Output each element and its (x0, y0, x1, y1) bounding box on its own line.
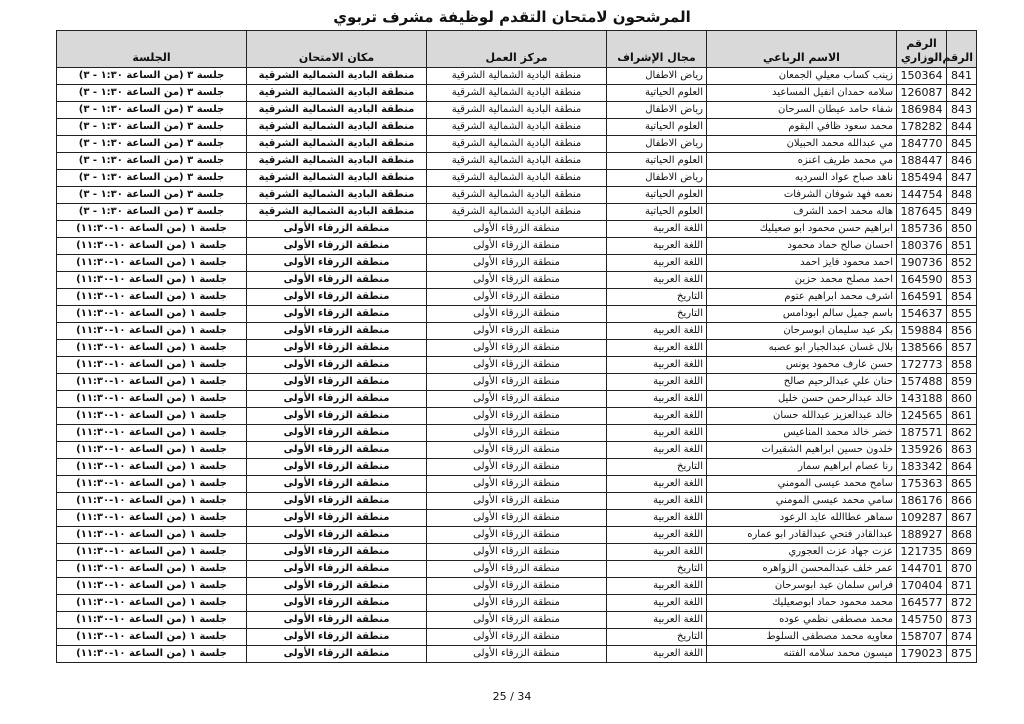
table-row (57, 442, 977, 459)
cell-work-center: منطقة البادية الشمالية الشرقية (427, 187, 607, 204)
cell-work-center: منطقة البادية الشمالية الشرقية (427, 153, 607, 170)
cell-session: جلسة ١ (من الساعة ١٠-١١:٣٠) (57, 544, 247, 561)
cell-session: جلسة ١ (من الساعة ١٠-١١:٣٠) (57, 323, 247, 340)
cell-row-number: 851 (947, 238, 977, 255)
cell-session: جلسة ١ (من الساعة ١٠-١١:٣٠) (57, 238, 247, 255)
cell-session: جلسة ١ (من الساعة ١٠-١١:٣٠) (57, 374, 247, 391)
cell-session: جلسة ١ (من الساعة ١٠-١١:٣٠) (57, 561, 247, 578)
cell-work-center: منطقة البادية الشمالية الشرقية (427, 68, 607, 85)
cell-specialization: اللغة العربية (607, 646, 707, 663)
cell-exam-place: منطقة الزرقاء الأولى (247, 493, 427, 510)
cell-exam-place: منطقة الزرقاء الأولى (247, 459, 427, 476)
cell-national-id: 126087 (897, 85, 947, 102)
cell-candidate-name: عزت جهاد عزت العجوري (707, 544, 897, 561)
cell-specialization: اللغة العربية (607, 323, 707, 340)
cell-row-number: 854 (947, 289, 977, 306)
cell-session: جلسة ١ (من الساعة ١٠-١١:٣٠) (57, 357, 247, 374)
cell-work-center: منطقة الزرقاء الأولى (427, 595, 607, 612)
cell-specialization: اللغة العربية (607, 340, 707, 357)
table-row (57, 527, 977, 544)
cell-candidate-name: احمد مصلح محمد حزين (707, 272, 897, 289)
cell-session: جلسة ١ (من الساعة ١٠-١١:٣٠) (57, 476, 247, 493)
cell-exam-place: منطقة الزرقاء الأولى (247, 595, 427, 612)
cell-row-number: 871 (947, 578, 977, 595)
cell-exam-place: منطقة الزرقاء الأولى (247, 510, 427, 527)
cell-candidate-name: ميسون محمد سلامه الفتنه (707, 646, 897, 663)
cell-national-id: 187571 (897, 425, 947, 442)
table-row (57, 238, 977, 255)
cell-row-number: 870 (947, 561, 977, 578)
table-row (57, 102, 977, 119)
cell-row-number: 869 (947, 544, 977, 561)
candidates-table (56, 30, 977, 663)
cell-national-id: 185736 (897, 221, 947, 238)
cell-exam-place: منطقة البادية الشمالية الشرقية (247, 136, 427, 153)
cell-row-number: 863 (947, 442, 977, 459)
cell-national-id: 143188 (897, 391, 947, 408)
cell-work-center: منطقة الزرقاء الأولى (427, 476, 607, 493)
table-row (57, 510, 977, 527)
cell-specialization: رياض الاطفال (607, 136, 707, 153)
cell-row-number: 868 (947, 527, 977, 544)
cell-work-center: منطقة الزرقاء الأولى (427, 238, 607, 255)
cell-specialization: العلوم الحياتية (607, 153, 707, 170)
cell-national-id: 109287 (897, 510, 947, 527)
cell-exam-place: منطقة الزرقاء الأولى (247, 646, 427, 663)
cell-candidate-name: خالد عبدالرحمن حسن خليل (707, 391, 897, 408)
cell-session: جلسة ١ (من الساعة ١٠-١١:٣٠) (57, 612, 247, 629)
cell-candidate-name: محمد مصطفى نظمي عوده (707, 612, 897, 629)
cell-national-id: 184770 (897, 136, 947, 153)
cell-candidate-name: خلدون حسين ابراهيم الشقيرات (707, 442, 897, 459)
cell-exam-place: منطقة الزرقاء الأولى (247, 391, 427, 408)
cell-exam-place: منطقة البادية الشمالية الشرقية (247, 85, 427, 102)
cell-candidate-name: شفاء حامد عيطان السرحان (707, 102, 897, 119)
table-row (57, 646, 977, 663)
table-row (57, 340, 977, 357)
cell-candidate-name: سامح محمد عيسى المومني (707, 476, 897, 493)
cell-specialization: التاريخ (607, 306, 707, 323)
cell-session: جلسة ١ (من الساعة ١٠-١١:٣٠) (57, 527, 247, 544)
table-row (57, 544, 977, 561)
cell-session: جلسة ١ (من الساعة ١٠-١١:٣٠) (57, 595, 247, 612)
cell-candidate-name: خضر خالد محمد المناعيس (707, 425, 897, 442)
cell-specialization: اللغة العربية (607, 527, 707, 544)
cell-specialization: اللغة العربية (607, 391, 707, 408)
cell-work-center: منطقة الزرقاء الأولى (427, 221, 607, 238)
cell-national-id: 164590 (897, 272, 947, 289)
cell-row-number: 873 (947, 612, 977, 629)
table-row (57, 306, 977, 323)
cell-candidate-name: حنان علي عبدالرحيم صالح (707, 374, 897, 391)
cell-candidate-name: محمد سعود ظافي البقوم (707, 119, 897, 136)
cell-candidate-name: محمد محمود حماد ابوصعيليك (707, 595, 897, 612)
cell-candidate-name: فراس سلمان عيد ابوسرحان (707, 578, 897, 595)
cell-candidate-name: احسان صالح حماد محمود (707, 238, 897, 255)
table-row (57, 629, 977, 646)
cell-specialization: العلوم الحياتية (607, 204, 707, 221)
cell-specialization: رياض الاطفال (607, 102, 707, 119)
cell-specialization: اللغة العربية (607, 221, 707, 238)
cell-national-id: 159884 (897, 323, 947, 340)
table-row (57, 187, 977, 204)
table-row (57, 272, 977, 289)
cell-work-center: منطقة الزرقاء الأولى (427, 544, 607, 561)
cell-session: جلسة ٣ (من الساعة ١:٣٠ - ٣) (57, 187, 247, 204)
cell-session: جلسة ٣ (من الساعة ١:٣٠ - ٣) (57, 170, 247, 187)
cell-session: جلسة ١ (من الساعة ١٠-١١:٣٠) (57, 493, 247, 510)
cell-session: جلسة ١ (من الساعة ١٠-١١:٣٠) (57, 221, 247, 238)
cell-candidate-name: باسم جميل سالم ابودامس (707, 306, 897, 323)
cell-exam-place: منطقة الزرقاء الأولى (247, 340, 427, 357)
cell-row-number: 844 (947, 119, 977, 136)
cell-specialization: اللغة العربية (607, 374, 707, 391)
cell-row-number: 867 (947, 510, 977, 527)
cell-exam-place: منطقة الزرقاء الأولى (247, 272, 427, 289)
header-session: الجلسة (57, 31, 247, 68)
cell-work-center: منطقة البادية الشمالية الشرقية (427, 85, 607, 102)
cell-row-number: 849 (947, 204, 977, 221)
cell-work-center: منطقة الزرقاء الأولى (427, 323, 607, 340)
cell-exam-place: منطقة البادية الشمالية الشرقية (247, 68, 427, 85)
cell-national-id: 186984 (897, 102, 947, 119)
cell-exam-place: منطقة الزرقاء الأولى (247, 289, 427, 306)
cell-session: جلسة ١ (من الساعة ١٠-١١:٣٠) (57, 306, 247, 323)
cell-specialization: التاريخ (607, 629, 707, 646)
cell-candidate-name: رنا عصام ابراهيم سمار (707, 459, 897, 476)
table-row (57, 408, 977, 425)
cell-candidate-name: هاله محمد احمد الشرف (707, 204, 897, 221)
cell-candidate-name: زينب كساب معيلي الجمعان (707, 68, 897, 85)
cell-exam-place: منطقة الزرقاء الأولى (247, 425, 427, 442)
cell-work-center: منطقة الزرقاء الأولى (427, 561, 607, 578)
cell-candidate-name: بكر عيد سليمان ابوسرحان (707, 323, 897, 340)
cell-candidate-name: سامي محمد عيسى المومني (707, 493, 897, 510)
cell-session: جلسة ١ (من الساعة ١٠-١١:٣٠) (57, 442, 247, 459)
cell-row-number: 845 (947, 136, 977, 153)
cell-national-id: 179023 (897, 646, 947, 663)
cell-exam-place: منطقة البادية الشمالية الشرقية (247, 187, 427, 204)
cell-candidate-name: خالد عبدالعزيز عبدالله حسان (707, 408, 897, 425)
cell-specialization: اللغة العربية (607, 612, 707, 629)
cell-work-center: منطقة البادية الشمالية الشرقية (427, 119, 607, 136)
cell-specialization: اللغة العربية (607, 255, 707, 272)
cell-candidate-name: بلال غسان عبدالجبار ابو عصبه (707, 340, 897, 357)
cell-candidate-name: نعمه فهد شوفان الشرفات (707, 187, 897, 204)
cell-row-number: 862 (947, 425, 977, 442)
cell-national-id: 186176 (897, 493, 947, 510)
cell-candidate-name: مي عبدالله محمد الحبيلان (707, 136, 897, 153)
table-row (57, 493, 977, 510)
cell-national-id: 121735 (897, 544, 947, 561)
table-row (57, 323, 977, 340)
cell-candidate-name: حسن عارف محمود يونس (707, 357, 897, 374)
cell-national-id: 172773 (897, 357, 947, 374)
cell-specialization: العلوم الحياتية (607, 119, 707, 136)
cell-national-id: 164591 (897, 289, 947, 306)
cell-national-id: 154637 (897, 306, 947, 323)
table-row (57, 204, 977, 221)
cell-national-id: 178282 (897, 119, 947, 136)
cell-national-id: 158707 (897, 629, 947, 646)
cell-national-id: 157488 (897, 374, 947, 391)
cell-specialization: اللغة العربية (607, 425, 707, 442)
cell-exam-place: منطقة الزرقاء الأولى (247, 442, 427, 459)
cell-national-id: 190736 (897, 255, 947, 272)
cell-national-id: 138566 (897, 340, 947, 357)
page-number: 25 / 34 (492, 690, 532, 703)
header-specialization: مجال الإشراف (607, 31, 707, 68)
table-row (57, 170, 977, 187)
table-row (57, 425, 977, 442)
table-row (57, 595, 977, 612)
header-work-center: مركز العمل (427, 31, 607, 68)
cell-exam-place: منطقة الزرقاء الأولى (247, 629, 427, 646)
cell-work-center: منطقة الزرقاء الأولى (427, 425, 607, 442)
cell-row-number: 860 (947, 391, 977, 408)
cell-exam-place: منطقة البادية الشمالية الشرقية (247, 204, 427, 221)
header-num: الرقم (947, 31, 977, 68)
cell-exam-place: منطقة الزرقاء الأولى (247, 408, 427, 425)
cell-row-number: 864 (947, 459, 977, 476)
cell-exam-place: منطقة البادية الشمالية الشرقية (247, 119, 427, 136)
cell-candidate-name: عبدالقادر فتحي عبدالقادر ابو عماره (707, 527, 897, 544)
cell-session: جلسة ٣ (من الساعة ١:٣٠ - ٣) (57, 68, 247, 85)
cell-work-center: منطقة الزرقاء الأولى (427, 374, 607, 391)
table-row (57, 119, 977, 136)
cell-specialization: العلوم الحياتية (607, 187, 707, 204)
cell-work-center: منطقة البادية الشمالية الشرقية (427, 170, 607, 187)
cell-national-id: 124565 (897, 408, 947, 425)
table-header-row (57, 31, 977, 68)
cell-specialization: التاريخ (607, 289, 707, 306)
cell-exam-place: منطقة الزرقاء الأولى (247, 374, 427, 391)
cell-session: جلسة ١ (من الساعة ١٠-١١:٣٠) (57, 459, 247, 476)
cell-row-number: 861 (947, 408, 977, 425)
cell-row-number: 843 (947, 102, 977, 119)
table-row (57, 476, 977, 493)
cell-specialization: اللغة العربية (607, 493, 707, 510)
cell-row-number: 847 (947, 170, 977, 187)
cell-row-number: 848 (947, 187, 977, 204)
cell-row-number: 842 (947, 85, 977, 102)
cell-exam-place: منطقة الزرقاء الأولى (247, 238, 427, 255)
cell-work-center: منطقة الزرقاء الأولى (427, 306, 607, 323)
cell-row-number: 856 (947, 323, 977, 340)
cell-session: جلسة ١ (من الساعة ١٠-١١:٣٠) (57, 289, 247, 306)
cell-session: جلسة ٣ (من الساعة ١:٣٠ - ٣) (57, 136, 247, 153)
cell-candidate-name: معاويه محمد مصطفى السلوط (707, 629, 897, 646)
cell-national-id: 175363 (897, 476, 947, 493)
cell-session: جلسة ١ (من الساعة ١٠-١١:٣٠) (57, 408, 247, 425)
cell-national-id: 135926 (897, 442, 947, 459)
cell-session: جلسة ٣ (من الساعة ١:٣٠ - ٣) (57, 85, 247, 102)
cell-session: جلسة ٣ (من الساعة ١:٣٠ - ٣) (57, 102, 247, 119)
cell-candidate-name: ابراهيم حسن محمود ابو صعيليك (707, 221, 897, 238)
cell-exam-place: منطقة البادية الشمالية الشرقية (247, 170, 427, 187)
table-row (57, 85, 977, 102)
cell-work-center: منطقة الزرقاء الأولى (427, 510, 607, 527)
cell-row-number: 874 (947, 629, 977, 646)
cell-work-center: منطقة الزرقاء الأولى (427, 340, 607, 357)
cell-national-id: 144701 (897, 561, 947, 578)
cell-exam-place: منطقة الزرقاء الأولى (247, 255, 427, 272)
table-row (57, 357, 977, 374)
cell-candidate-name: اشرف محمد ابراهيم عتوم (707, 289, 897, 306)
cell-national-id: 170404 (897, 578, 947, 595)
table-row (57, 289, 977, 306)
cell-work-center: منطقة الزرقاء الأولى (427, 391, 607, 408)
cell-work-center: منطقة البادية الشمالية الشرقية (427, 136, 607, 153)
cell-candidate-name: عمر خلف عبدالمحسن الزواهره (707, 561, 897, 578)
table-row (57, 153, 977, 170)
cell-specialization: اللغة العربية (607, 357, 707, 374)
cell-national-id: 188927 (897, 527, 947, 544)
cell-candidate-name: سلامه حمدان انفيل المساعيد (707, 85, 897, 102)
cell-national-id: 144754 (897, 187, 947, 204)
cell-candidate-name: سماهر عطاالله عايد الرعود (707, 510, 897, 527)
cell-work-center: منطقة الزرقاء الأولى (427, 357, 607, 374)
cell-row-number: 855 (947, 306, 977, 323)
cell-specialization: اللغة العربية (607, 408, 707, 425)
cell-specialization: رياض الاطفال (607, 68, 707, 85)
cell-work-center: منطقة الزرقاء الأولى (427, 255, 607, 272)
cell-session: جلسة ١ (من الساعة ١٠-١١:٣٠) (57, 272, 247, 289)
cell-session: جلسة ٣ (من الساعة ١:٣٠ - ٣) (57, 204, 247, 221)
table-row (57, 391, 977, 408)
cell-specialization: اللغة العربية (607, 510, 707, 527)
cell-row-number: 865 (947, 476, 977, 493)
cell-row-number: 872 (947, 595, 977, 612)
cell-session: جلسة ٣ (من الساعة ١:٣٠ - ٣) (57, 119, 247, 136)
table-row (57, 561, 977, 578)
cell-exam-place: منطقة الزرقاء الأولى (247, 323, 427, 340)
table-row (57, 221, 977, 238)
cell-work-center: منطقة البادية الشمالية الشرقية (427, 102, 607, 119)
cell-exam-place: منطقة الزرقاء الأولى (247, 612, 427, 629)
cell-national-id: 145750 (897, 612, 947, 629)
cell-row-number: 852 (947, 255, 977, 272)
cell-exam-place: منطقة الزرقاء الأولى (247, 476, 427, 493)
cell-national-id: 180376 (897, 238, 947, 255)
cell-row-number: 858 (947, 357, 977, 374)
cell-row-number: 875 (947, 646, 977, 663)
table-row (57, 612, 977, 629)
table-row (57, 578, 977, 595)
cell-candidate-name: احمد محمود فايز احمد (707, 255, 897, 272)
cell-session: جلسة ١ (من الساعة ١٠-١١:٣٠) (57, 578, 247, 595)
header-national-id: الرقم الوزاري (897, 31, 947, 68)
cell-work-center: منطقة الزرقاء الأولى (427, 578, 607, 595)
cell-exam-place: منطقة البادية الشمالية الشرقية (247, 153, 427, 170)
cell-exam-place: منطقة الزرقاء الأولى (247, 357, 427, 374)
header-name: الاسم الرباعي (707, 31, 897, 68)
cell-row-number: 841 (947, 68, 977, 85)
cell-national-id: 183342 (897, 459, 947, 476)
cell-national-id: 150364 (897, 68, 947, 85)
cell-specialization: اللغة العربية (607, 442, 707, 459)
cell-national-id: 187645 (897, 204, 947, 221)
cell-specialization: التاريخ (607, 561, 707, 578)
cell-exam-place: منطقة الزرقاء الأولى (247, 221, 427, 238)
cell-specialization: العلوم الحياتية (607, 85, 707, 102)
cell-work-center: منطقة الزرقاء الأولى (427, 289, 607, 306)
table-row (57, 68, 977, 85)
cell-session: جلسة ١ (من الساعة ١٠-١١:٣٠) (57, 391, 247, 408)
cell-session: جلسة ١ (من الساعة ١٠-١١:٣٠) (57, 255, 247, 272)
cell-exam-place: منطقة الزرقاء الأولى (247, 306, 427, 323)
cell-work-center: منطقة الزرقاء الأولى (427, 646, 607, 663)
cell-row-number: 866 (947, 493, 977, 510)
cell-session: جلسة ١ (من الساعة ١٠-١١:٣٠) (57, 425, 247, 442)
table-row (57, 459, 977, 476)
cell-national-id: 185494 (897, 170, 947, 187)
cell-work-center: منطقة الزرقاء الأولى (427, 493, 607, 510)
table-row (57, 255, 977, 272)
cell-specialization: اللغة العربية (607, 595, 707, 612)
table-row (57, 136, 977, 153)
cell-work-center: منطقة الزرقاء الأولى (427, 527, 607, 544)
cell-exam-place: منطقة الزرقاء الأولى (247, 544, 427, 561)
cell-work-center: منطقة الزرقاء الأولى (427, 459, 607, 476)
cell-work-center: منطقة الزرقاء الأولى (427, 442, 607, 459)
cell-exam-place: منطقة الزرقاء الأولى (247, 561, 427, 578)
cell-exam-place: منطقة الزرقاء الأولى (247, 527, 427, 544)
cell-row-number: 857 (947, 340, 977, 357)
cell-specialization: اللغة العربية (607, 476, 707, 493)
header-exam-place: مكان الامتحان (247, 31, 427, 68)
cell-work-center: منطقة الزرقاء الأولى (427, 612, 607, 629)
cell-candidate-name: ناهد صباح عواد السرديه (707, 170, 897, 187)
cell-session: جلسة ١ (من الساعة ١٠-١١:٣٠) (57, 629, 247, 646)
cell-candidate-name: مي محمد طريف اعنزه (707, 153, 897, 170)
cell-row-number: 850 (947, 221, 977, 238)
cell-row-number: 846 (947, 153, 977, 170)
cell-specialization: اللغة العربية (607, 238, 707, 255)
cell-session: جلسة ١ (من الساعة ١٠-١١:٣٠) (57, 510, 247, 527)
cell-session: جلسة ١ (من الساعة ١٠-١١:٣٠) (57, 646, 247, 663)
cell-row-number: 859 (947, 374, 977, 391)
cell-work-center: منطقة الزرقاء الأولى (427, 629, 607, 646)
cell-national-id: 188447 (897, 153, 947, 170)
cell-session: جلسة ١ (من الساعة ١٠-١١:٣٠) (57, 340, 247, 357)
cell-exam-place: منطقة الزرقاء الأولى (247, 578, 427, 595)
cell-work-center: منطقة البادية الشمالية الشرقية (427, 204, 607, 221)
cell-exam-place: منطقة البادية الشمالية الشرقية (247, 102, 427, 119)
cell-work-center: منطقة الزرقاء الأولى (427, 408, 607, 425)
cell-specialization: اللغة العربية (607, 272, 707, 289)
cell-national-id: 164577 (897, 595, 947, 612)
cell-specialization: اللغة العربية (607, 544, 707, 561)
cell-session: جلسة ٣ (من الساعة ١:٣٠ - ٣) (57, 153, 247, 170)
cell-work-center: منطقة الزرقاء الأولى (427, 272, 607, 289)
cell-row-number: 853 (947, 272, 977, 289)
cell-specialization: رياض الاطفال (607, 170, 707, 187)
cell-specialization: اللغة العربية (607, 578, 707, 595)
page-title: المرشحون لامتحان التقدم لوظيفة مشرف تربوي (333, 8, 691, 26)
table-row (57, 374, 977, 391)
cell-specialization: التاريخ (607, 459, 707, 476)
